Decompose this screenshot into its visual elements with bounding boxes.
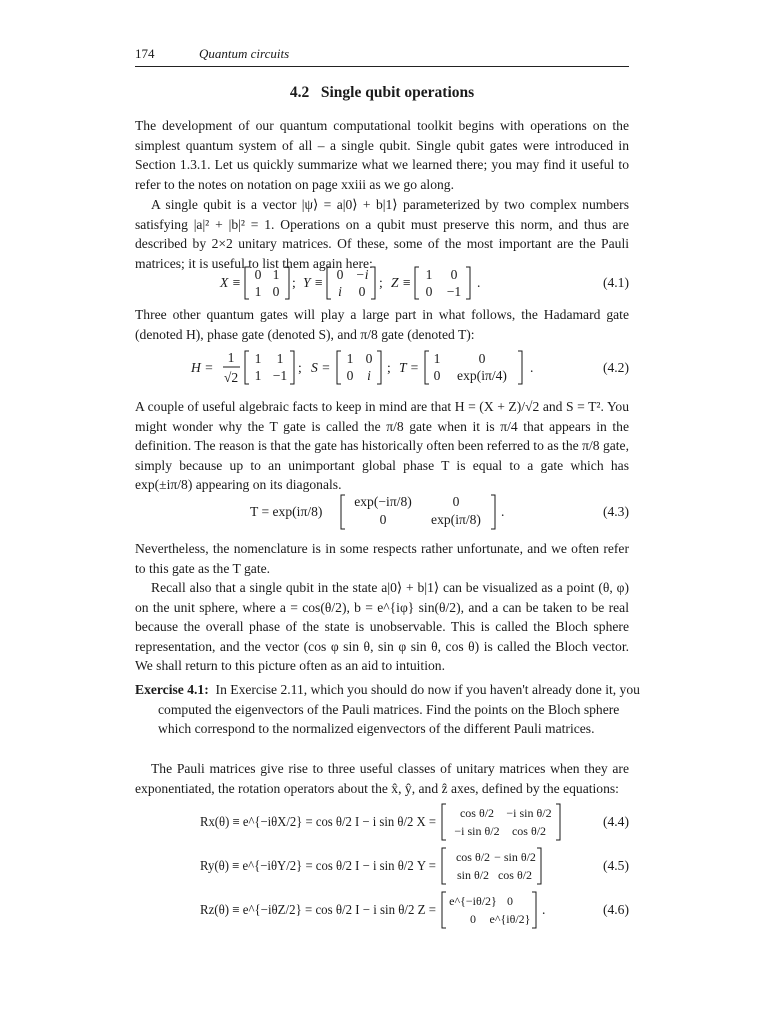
eq44-m-11: cos θ/2 bbox=[459, 806, 495, 820]
eq46-m-22: e^{iθ/2} bbox=[489, 912, 531, 926]
svg-text:;: ; bbox=[298, 360, 302, 375]
svg-text:;: ; bbox=[292, 275, 296, 290]
eq42-h-frac-den: √2 bbox=[223, 370, 239, 385]
eq41-x-22: 0 bbox=[272, 284, 280, 299]
eq42-t-12: 0 bbox=[478, 351, 486, 366]
equation-4-3 bbox=[135, 492, 629, 532]
paragraph-intro: The development of our quantum computational toolkit begins with operations on the simplest quantum system of all – a single qubit. Single qubit gates were introduced in Section 1.3.1. Let us quickly summarize what we learned there; you may find it useful to refer to the notes on notation on page xxiii as we go along. bbox=[135, 118, 629, 192]
exercise-4-1 bbox=[135, 680, 652, 739]
paragraph-single-qubit: A single qubit is a vector |ψ⟩ = a|0⟩ + b|1⟩ parameterized by two complex numbers satisfying |a|² + |b|² = 1. Operations on a qubit must preserve this norm, and thus are described by 2×2 unitary matrices. Of these, some of the most important are the Pauli matrices; it is useful to list them again here: bbox=[135, 197, 629, 271]
eq42-h-11: 1 bbox=[254, 351, 262, 366]
section-title: 4.2 Single qubit operations bbox=[289, 84, 475, 101]
eq41-z-21: 0 bbox=[425, 284, 433, 299]
eq45-m-22: cos θ/2 bbox=[497, 868, 533, 882]
svg-text:.: . bbox=[501, 504, 505, 519]
eq46-m-11: e^{−iθ/2} bbox=[449, 894, 497, 908]
eq41-z-11: 1 bbox=[425, 267, 433, 282]
eq46-m-21: 0 bbox=[470, 912, 476, 926]
eq41-y-11: 0 bbox=[336, 267, 344, 282]
eq41-x-12: 1 bbox=[272, 267, 280, 282]
eq41-y-label: Y ≡ bbox=[303, 275, 324, 290]
eq46-m-12: 0 bbox=[507, 894, 513, 908]
eq44-m-12: −i sin θ/2 bbox=[506, 806, 552, 820]
eq41-x-21: 1 bbox=[254, 284, 262, 299]
exercise-text: In Exercise 2.11, which you should do now if you haven't already done it, you computed the eigenvectors of the Pauli matrices. Find the points on the Bloch sphere which correspond to the normalized eigenvectors of the different Pauli matrices. bbox=[158, 682, 640, 737]
eq42-h-22: −1 bbox=[272, 368, 288, 383]
eq44-lhs: Rx(θ) ≡ e^{−iθX/2} = cos θ/2 I − i sin θ/2 X = bbox=[200, 814, 453, 829]
eq41-y-12: −i bbox=[355, 267, 369, 282]
eq41-number: (4.1) bbox=[602, 275, 629, 290]
eq41-y-22: 0 bbox=[358, 284, 366, 299]
eq43-m-21: 0 bbox=[379, 512, 387, 527]
svg-text:.: . bbox=[542, 902, 546, 917]
eq42-t-21: 0 bbox=[433, 368, 441, 383]
svg-text:.: . bbox=[477, 275, 481, 290]
eq41-x-label: X ≡ bbox=[220, 275, 241, 290]
eq42-t-label: T = bbox=[399, 360, 419, 375]
eq42-h-21: 1 bbox=[254, 368, 262, 383]
eq45-m-11: cos θ/2 bbox=[455, 850, 491, 864]
eq42-s-label: S = bbox=[311, 360, 331, 375]
eq41-z-22: −1 bbox=[446, 284, 462, 299]
equation-4-6 bbox=[135, 888, 629, 932]
paragraph-rotation-operators: The Pauli matrices give rise to three useful classes of unitary matrices when they are exponentiated, the rotation operators about the x̂, ŷ, and ẑ axes, defined by the equations: bbox=[135, 761, 629, 796]
eq44-m-22: cos θ/2 bbox=[511, 824, 547, 838]
eq46-lhs: Rz(θ) ≡ e^{−iθZ/2} = cos θ/2 I − i sin θ/2 Z = bbox=[200, 902, 450, 917]
paragraph-nomenclature: Nevertheless, the nomenclature is in some respects rather unfortunate, and we often refer to this gate as the T gate. bbox=[135, 541, 629, 576]
eq45-number: (4.5) bbox=[602, 858, 629, 873]
eq42-h-label: H = bbox=[191, 360, 214, 375]
eq45-m-21: sin θ/2 bbox=[456, 868, 490, 882]
equation-4-5 bbox=[135, 844, 629, 888]
page-number: 174 bbox=[135, 46, 155, 61]
eq42-s-11: 1 bbox=[346, 351, 354, 366]
running-title: Quantum circuits bbox=[199, 46, 290, 61]
eq42-t-11: 1 bbox=[433, 351, 441, 366]
eq42-h-12: 1 bbox=[276, 351, 284, 366]
equation-4-4 bbox=[135, 800, 629, 844]
eq42-h-frac-num: 1 bbox=[227, 350, 235, 365]
eq43-m-12: 0 bbox=[452, 494, 460, 509]
eq42-s-12: 0 bbox=[365, 351, 373, 366]
eq41-y-21: i bbox=[338, 284, 342, 299]
eq44-m-21: −i sin θ/2 bbox=[454, 824, 500, 838]
eq43-m-11: exp(−iπ/8) bbox=[354, 494, 412, 509]
svg-text:;: ; bbox=[387, 360, 391, 375]
eq42-s-21: 0 bbox=[346, 368, 354, 383]
eq45-lhs: Ry(θ) ≡ e^{−iθY/2} = cos θ/2 I − i sin θ/2 Y = bbox=[200, 858, 452, 873]
eq44-number: (4.4) bbox=[602, 814, 629, 829]
eq41-z-12: 0 bbox=[450, 267, 458, 282]
svg-text:.: . bbox=[530, 360, 534, 375]
eq42-number: (4.2) bbox=[602, 360, 629, 375]
eq43-lhs: T = exp(iπ/8) bbox=[250, 504, 323, 519]
paragraph-bloch-sphere: Recall also that a single qubit in the state a|0⟩ + b|1⟩ can be visualized as a point (θ, φ) on the unit sphere, where a = cos(θ/2), b = e^{iφ} sin(θ/2), and a can be taken to be real because the overall phase of the state is unobservable. This is called the Bloch sphere representation, and the vector (cos φ sin θ, sin φ sin θ, cos θ) is called the Bloch vector. We shall return to this picture often as an aid to intuition. bbox=[135, 580, 629, 674]
eq41-x-11: 0 bbox=[254, 267, 262, 282]
eq43-m-22: exp(iπ/8) bbox=[431, 512, 481, 527]
eq43-number: (4.3) bbox=[602, 504, 629, 519]
eq41-z-label: Z ≡ bbox=[391, 275, 412, 290]
eq42-t-22: exp(iπ/4) bbox=[457, 368, 507, 383]
equation-4-1 bbox=[135, 265, 629, 301]
equation-4-2 bbox=[135, 348, 629, 388]
exercise-label: Exercise 4.1: bbox=[135, 682, 209, 697]
paragraph-three-gates: Three other quantum gates will play a large part in what follows, the Hadamard gate (denoted H), phase gate (denoted S), and π/8 gate (denoted T): bbox=[135, 307, 629, 342]
paragraph-algebraic-facts: A couple of useful algebraic facts to keep in mind are that H = (X + Z)/√2 and S = T². You might wonder why the T gate is called the π/8 gate when it is π/4 that appears in the definition. The reason is that the gate has historically often been referred to as the π/8 gate, simply because up to an unimportant global phase T is equal to a gate which has exp(±iπ/8) appearing on its diagonals. bbox=[135, 399, 629, 493]
page-header bbox=[135, 46, 629, 67]
eq42-s-22: i bbox=[367, 368, 371, 383]
svg-text:;: ; bbox=[379, 275, 383, 290]
eq45-m-12: − sin θ/2 bbox=[494, 850, 536, 864]
eq46-number: (4.6) bbox=[602, 902, 629, 917]
